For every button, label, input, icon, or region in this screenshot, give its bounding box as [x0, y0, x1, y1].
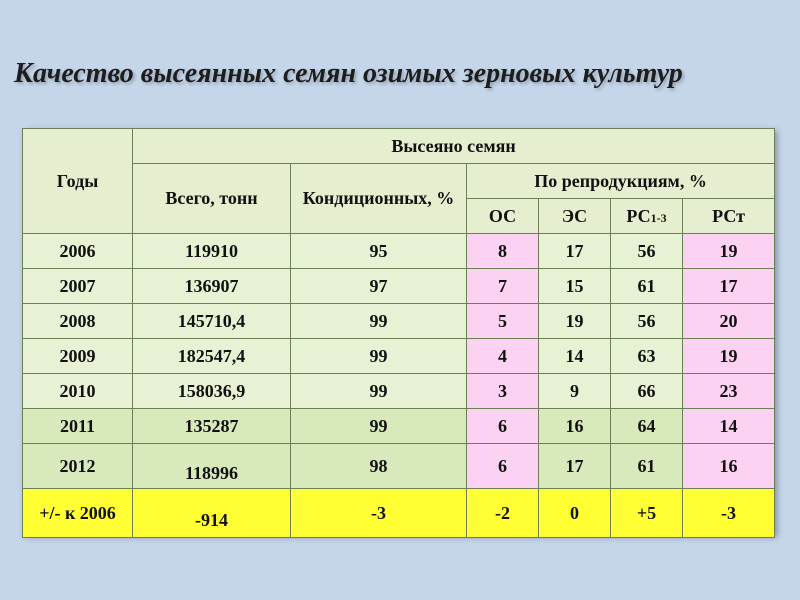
header-rc — [611, 199, 683, 234]
header-es: ЭС — [539, 199, 611, 234]
cell-total: 182547,4 — [133, 339, 291, 374]
header-rc-main: РС — [626, 205, 651, 226]
cell-os: 6 — [467, 444, 539, 489]
cell-year: 2006 — [23, 234, 133, 269]
summary-rc: +5 — [611, 489, 683, 538]
header-years: Годы — [23, 129, 133, 234]
cell-total: 158036,9 — [133, 374, 291, 409]
cell-total: 118996 — [133, 444, 291, 489]
cell-cond: 98 — [291, 444, 467, 489]
cell-rct: 23 — [683, 374, 775, 409]
header-os: ОС — [467, 199, 539, 234]
cell-total: 119910 — [133, 234, 291, 269]
seed-quality-table-wrapper — [22, 128, 774, 534]
cell-os: 8 — [467, 234, 539, 269]
summary-total: -914 — [133, 489, 291, 538]
cell-es: 19 — [539, 304, 611, 339]
cell-es: 9 — [539, 374, 611, 409]
cell-year: 2009 — [23, 339, 133, 374]
cell-cond: 99 — [291, 409, 467, 444]
header-sown: Высеяно семян — [133, 129, 775, 164]
header-total: Всего, тонн — [133, 164, 291, 234]
cell-rc: 56 — [611, 234, 683, 269]
slide-title: Качество высеянных семян озимых зерновых культур — [14, 58, 683, 89]
cell-rct: 19 — [683, 339, 775, 374]
cell-os: 7 — [467, 269, 539, 304]
table-row — [23, 409, 775, 444]
cell-rc: 66 — [611, 374, 683, 409]
cell-os: 4 — [467, 339, 539, 374]
cell-cond: 97 — [291, 269, 467, 304]
cell-total: 135287 — [133, 409, 291, 444]
summary-row — [23, 489, 775, 538]
cell-cond: 99 — [291, 339, 467, 374]
cell-rc: 56 — [611, 304, 683, 339]
header-rct: РСт — [683, 199, 775, 234]
cell-rc: 64 — [611, 409, 683, 444]
summary-year: +/- к 2006 — [23, 489, 133, 538]
cell-rct: 16 — [683, 444, 775, 489]
cell-rct: 14 — [683, 409, 775, 444]
cell-rc: 61 — [611, 444, 683, 489]
summary-cond: -3 — [291, 489, 467, 538]
cell-es: 14 — [539, 339, 611, 374]
summary-os: -2 — [467, 489, 539, 538]
cell-cond: 99 — [291, 304, 467, 339]
cell-rc: 63 — [611, 339, 683, 374]
cell-es: 16 — [539, 409, 611, 444]
cell-rct: 17 — [683, 269, 775, 304]
table-row — [23, 269, 775, 304]
cell-total: 136907 — [133, 269, 291, 304]
cell-es: 17 — [539, 444, 611, 489]
cell-rct: 19 — [683, 234, 775, 269]
cell-rc: 61 — [611, 269, 683, 304]
header-conditioned: Кондиционных, % — [291, 164, 467, 234]
cell-os: 5 — [467, 304, 539, 339]
table-row — [23, 374, 775, 409]
cell-year: 2010 — [23, 374, 133, 409]
cell-year: 2011 — [23, 409, 133, 444]
seed-quality-table — [22, 128, 775, 538]
cell-cond: 99 — [291, 374, 467, 409]
cell-total: 145710,4 — [133, 304, 291, 339]
cell-os: 6 — [467, 409, 539, 444]
cell-es: 15 — [539, 269, 611, 304]
cell-year: 2008 — [23, 304, 133, 339]
table-row — [23, 339, 775, 374]
cell-year: 2012 — [23, 444, 133, 489]
cell-rct: 20 — [683, 304, 775, 339]
cell-es: 17 — [539, 234, 611, 269]
table-row — [23, 444, 775, 489]
cell-cond: 95 — [291, 234, 467, 269]
summary-rct: -3 — [683, 489, 775, 538]
summary-es: 0 — [539, 489, 611, 538]
cell-year: 2007 — [23, 269, 133, 304]
table-row — [23, 304, 775, 339]
cell-os: 3 — [467, 374, 539, 409]
header-rc-sub: 1-3 — [650, 210, 667, 225]
table-row — [23, 234, 775, 269]
header-by-reproduction: По репродукциям, % — [467, 164, 775, 199]
